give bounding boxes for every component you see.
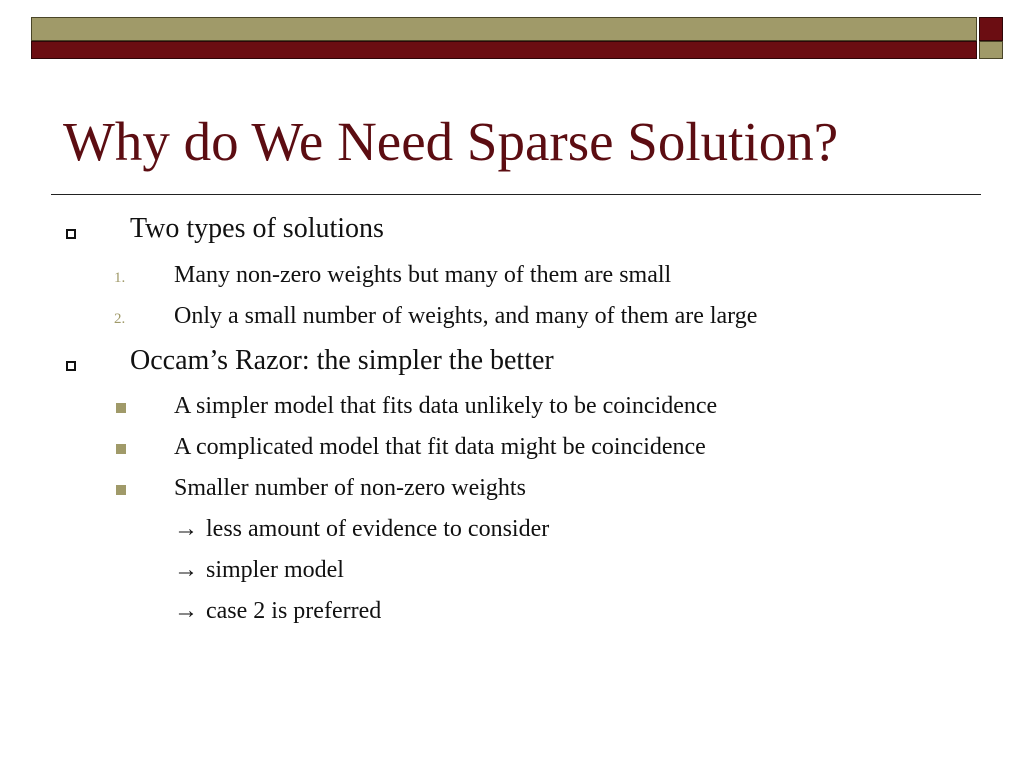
- header-maroon-bar: [31, 41, 977, 59]
- list-item: A complicated model that fit data might be coincidence: [174, 434, 706, 460]
- arrow-line: [174, 557, 344, 584]
- arrow-line: [174, 598, 381, 625]
- list-item: Smaller number of non-zero weights: [174, 475, 526, 501]
- hollow-square-icon: [66, 229, 76, 239]
- right-arrow-icon: →: [174, 516, 198, 542]
- olive-square-icon: [116, 485, 126, 495]
- list-number: 2.: [114, 311, 126, 327]
- arrow-line-text: simpler model: [206, 557, 344, 583]
- arrow-line: [174, 516, 549, 543]
- right-arrow-icon: →: [174, 598, 198, 624]
- title-divider: [51, 194, 981, 195]
- right-arrow-icon: →: [174, 557, 198, 583]
- list-number: 1.: [114, 270, 126, 286]
- list-item: Many non-zero weights but many of them are small: [174, 262, 672, 288]
- header-corner-maroon-square: [979, 17, 1003, 41]
- arrow-line-text: less amount of evidence to consider: [206, 516, 550, 542]
- olive-square-icon: [116, 403, 126, 413]
- slide-title: Why do We Need Sparse Solution?: [63, 111, 839, 172]
- olive-square-icon: [116, 444, 126, 454]
- hollow-square-icon: [66, 361, 76, 371]
- section-heading: Two types of solutions: [130, 213, 384, 244]
- section-heading: Occam’s Razor: the simpler the better: [130, 345, 554, 376]
- header-corner-olive-square: [979, 41, 1003, 59]
- arrow-line-text: case 2 is preferred: [206, 598, 382, 624]
- list-item: Only a small number of weights, and many of them are large: [174, 303, 758, 329]
- header-olive-bar: [31, 17, 977, 41]
- list-item: A simpler model that fits data unlikely to be coincidence: [174, 393, 718, 419]
